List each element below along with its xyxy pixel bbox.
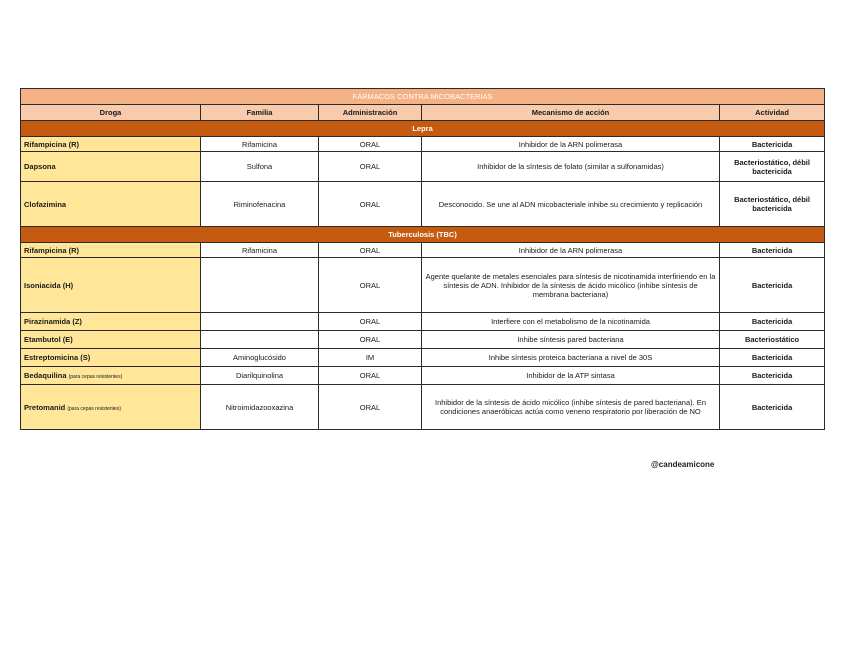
- activity-cell: Bactericida: [720, 137, 825, 152]
- drug-note: (para cepas resistentes): [67, 405, 121, 412]
- drug-name: Pirazinamida (Z): [24, 317, 82, 326]
- table-row: [21, 243, 825, 258]
- header-droga: Droga: [21, 105, 201, 121]
- family-cell: Aminoglucósido: [201, 349, 319, 367]
- section-lepra: Lepra: [21, 121, 825, 137]
- drug-cell: [21, 137, 201, 152]
- mechanism-cell: Inhibe síntesis proteica bacteriana a nivel de 30S: [422, 349, 720, 367]
- table-row: [21, 331, 825, 349]
- table-row: [21, 367, 825, 385]
- activity-cell: Bactericida: [720, 243, 825, 258]
- mechanism-cell: Inhibidor de la ATP sintasa: [422, 367, 720, 385]
- table-row: [21, 313, 825, 331]
- drug-name: Isoniacida (H): [24, 280, 74, 290]
- drug-cell: [21, 385, 201, 430]
- admin-cell: IM: [319, 349, 422, 367]
- admin-cell: ORAL: [319, 137, 422, 152]
- admin-cell: ORAL: [319, 367, 422, 385]
- activity-cell: Bacteriostático, débil bactericida: [720, 182, 825, 227]
- activity-cell: Bactericida: [720, 367, 825, 385]
- admin-cell: ORAL: [319, 331, 422, 349]
- family-cell: Nitroimidazooxazina: [201, 385, 319, 430]
- activity-cell: Bacteriostático, débil bactericida: [720, 152, 825, 182]
- drug-name: Rifampicina (R): [24, 139, 80, 149]
- activity-cell: Bactericida: [720, 258, 825, 313]
- header-actividad: Actividad: [720, 105, 825, 121]
- drug-cell: [21, 258, 201, 313]
- family-cell: Diarilquinolina: [201, 367, 319, 385]
- table-title-row: [21, 89, 825, 105]
- author-credit: @candeamicone: [651, 460, 715, 469]
- drug-name: Clofazimina: [24, 199, 67, 209]
- family-cell: [201, 331, 319, 349]
- drug-note: (para cepas resistentes): [68, 374, 123, 380]
- family-cell: [201, 313, 319, 331]
- mechanism-cell: Interfiere con el metabolismo de la nicotinamida: [422, 313, 720, 331]
- drug-cell: [21, 367, 201, 385]
- activity-cell: Bactericida: [720, 385, 825, 430]
- admin-cell: ORAL: [319, 385, 422, 430]
- table-header-row: [21, 105, 825, 121]
- drug-cell: [21, 313, 201, 331]
- mechanism-cell: Inhibe síntesis pared bacteriana: [422, 331, 720, 349]
- admin-cell: ORAL: [319, 182, 422, 227]
- table-row: [21, 152, 825, 182]
- mechanism-cell: Desconocido. Se une al ADN micobacteriale inhibe su crecimiento y replicación: [422, 182, 720, 227]
- drug-name: Rifampicina (R): [24, 245, 80, 255]
- header-familia: Familia: [201, 105, 319, 121]
- section-row: [21, 121, 825, 137]
- drug-cell: [21, 182, 201, 227]
- admin-cell: ORAL: [319, 258, 422, 313]
- section-tbc: Tuberculosis (TBC): [21, 227, 825, 243]
- admin-cell: ORAL: [319, 243, 422, 258]
- table-row: [21, 137, 825, 152]
- table-row: [21, 258, 825, 313]
- drug-cell: [21, 152, 201, 182]
- activity-cell: Bactericida: [720, 313, 825, 331]
- drug-cell: [21, 349, 201, 367]
- mechanism-cell: Inhibidor de la ARN polimerasa: [422, 137, 720, 152]
- section-row: [21, 227, 825, 243]
- header-mecanismo: Mecanismo de acción: [422, 105, 720, 121]
- header-administracion: Administración: [319, 105, 422, 121]
- drug-table: [20, 88, 825, 430]
- drug-cell: [21, 243, 201, 258]
- mechanism-cell: Inhibidor de la síntesis de folato (similar a sulfonamidas): [422, 152, 720, 182]
- family-cell: Riminofenacina: [201, 182, 319, 227]
- mechanism-cell: Agente quelante de metales esenciales para síntesis de nicotinamida interfiriendo en la síntesis de ADN. Inhibidor de la síntesis de ácido micólico (inhibe síntesis de membrana bacteriana): [422, 258, 720, 313]
- drug-name: Pretomanid: [24, 402, 66, 412]
- drug-name: Etambutol (E): [24, 335, 73, 344]
- mechanism-cell: Inhibidor de la ARN polimerasa: [422, 243, 720, 258]
- family-cell: Rifamicina: [201, 243, 319, 258]
- drug-name: Estreptomicina (S): [24, 353, 91, 362]
- drug-name: Bedaquilina: [24, 371, 67, 380]
- mechanism-cell: Inhibidor de la síntesis de ácido micólico (inhibe síntesis de pared bacteriana). En condiciones anaeróbicas actúa como veneno respiratorio por liberación de NO: [422, 385, 720, 430]
- table-row: [21, 182, 825, 227]
- family-cell: Rifamicina: [201, 137, 319, 152]
- table-title: FÁRMACOS CONTRA MICOBACTERIAS: [21, 89, 825, 105]
- family-cell: [201, 258, 319, 313]
- table-row: [21, 385, 825, 430]
- table-row: [21, 349, 825, 367]
- activity-cell: Bactericida: [720, 349, 825, 367]
- admin-cell: ORAL: [319, 152, 422, 182]
- drug-cell: [21, 331, 201, 349]
- drug-name: Dapsona: [24, 162, 56, 171]
- admin-cell: ORAL: [319, 313, 422, 331]
- activity-cell: Bacteriostático: [720, 331, 825, 349]
- family-cell: Sulfona: [201, 152, 319, 182]
